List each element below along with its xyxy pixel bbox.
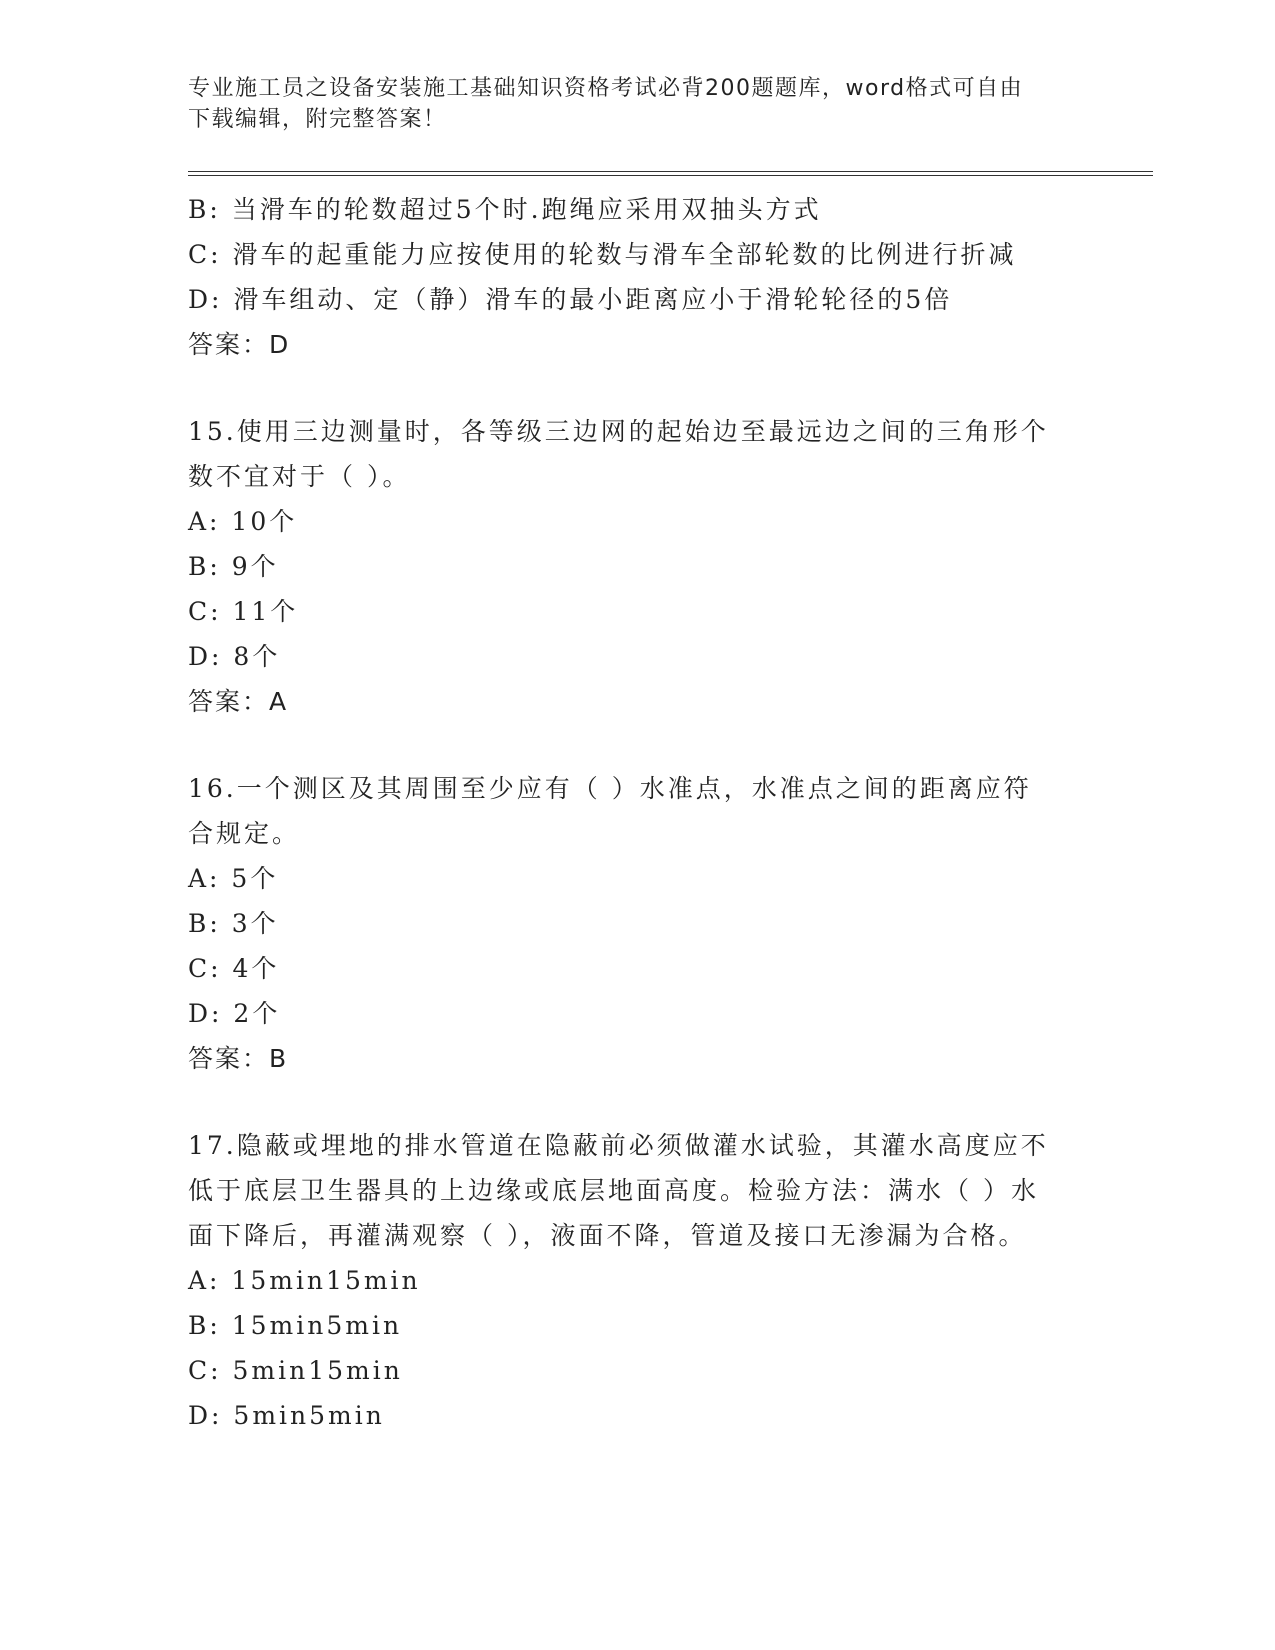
option-a: A: 5个 (188, 864, 279, 893)
answer: 答案：D (188, 330, 291, 359)
option-b: B: 15min5min (188, 1311, 403, 1340)
question-text-line: 17.隐蔽或埋地的排水管道在隐蔽前必须做灌水试验，其灌水高度应不 (188, 1131, 1049, 1160)
option-c: C: 11个 (188, 597, 299, 626)
question-text-line: 面下降后，再灌满观察（ ），液面不降，管道及接口无渗漏为合格。 (188, 1221, 1027, 1250)
question-text-line: 16.一个测区及其周围至少应有（ ）水准点，水准点之间的距离应符 (188, 774, 1032, 803)
question-text (188, 409, 1088, 499)
question-text-line: 15.使用三边测量时，各等级三边网的起始边至最远边之间的三角形个 (188, 417, 1049, 446)
header-title-line1: 专业施工员之设备安装施工基础知识资格考试必背200题题库，word格式可自由 (188, 76, 1024, 101)
question-16 (188, 766, 1088, 1081)
header-rule-top (188, 171, 1153, 172)
option-b: B: 当滑车的轮数超过5个时.跑绳应采用双抽头方式 (188, 195, 822, 224)
answer: 答案：B (188, 1044, 289, 1073)
question-text (188, 766, 1088, 856)
option-b: B: 3个 (188, 909, 279, 938)
option-d: D: 8个 (188, 642, 281, 671)
question-text-line: 合规定。 (188, 819, 301, 848)
question-text (188, 1123, 1088, 1258)
question-14-continued (188, 187, 1088, 367)
option-c: C: 4个 (188, 954, 280, 983)
header-rule-bottom (188, 175, 1153, 176)
option-d: D: 2个 (188, 999, 281, 1028)
option-a: A: 10个 (188, 507, 298, 536)
question-15 (188, 409, 1088, 724)
question-17 (188, 1123, 1088, 1438)
document-body (188, 187, 1088, 1438)
question-text-line: 数不宜对于（ ）。 (188, 462, 411, 491)
answer: 答案：A (188, 687, 289, 716)
option-a: A: 15min15min (188, 1266, 421, 1295)
document-header (188, 73, 1088, 135)
option-c: C: 5min15min (188, 1356, 403, 1385)
option-b: B: 9个 (188, 552, 279, 581)
question-text-line: 低于底层卫生器具的上边缘或底层地面高度。检验方法：满水（ ）水 (188, 1176, 1039, 1205)
option-d: D: 5min5min (188, 1401, 385, 1430)
option-d: D: 滑车组动、定（静）滑车的最小距离应小于滑轮轮径的5倍 (188, 285, 953, 314)
option-c: C: 滑车的起重能力应按使用的轮数与滑车全部轮数的比例进行折减 (188, 240, 1017, 269)
header-title-line2: 下载编辑，附完整答案！ (188, 107, 447, 132)
